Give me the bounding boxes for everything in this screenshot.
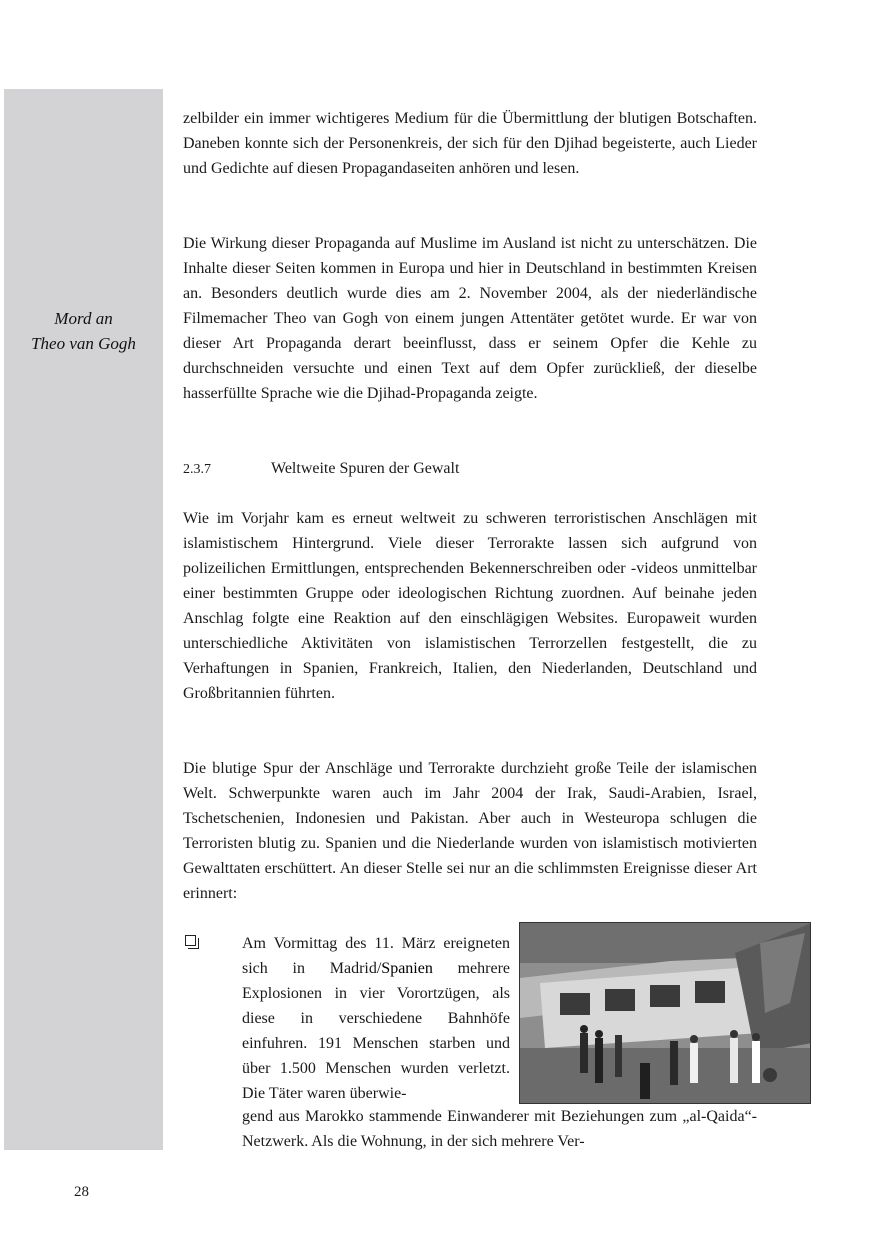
margin-sidebar (4, 89, 163, 1150)
paragraph-2-block (183, 231, 757, 406)
paragraph-3-block (183, 506, 757, 706)
section-title: Weltweite Spuren der Gewalt (271, 460, 460, 477)
paragraph-4: Die blutige Spur der Anschläge und Terrorakte durchzieht große Teile der islamischen Welt. Schwerpunkte waren auch im Jahr 2004 der Irak, Saudi-Arabien, Israel, Tschetschenien, Indonesien und Pakistan. Aber auch in Westeuropa schlugen die Terroristen blutig zu. Spanien und die Niederlande wurden von islamistisch motivierten Gewalttaten erschüttert. An dieser Stelle sei nur an die schlimmsten Ereignisse dieser Art erinnert: (183, 760, 757, 902)
bullet-text-end: mehrere Explosionen in vier Vorortzügen, als diese in verschiedene Bahnhöfe einfuhren. 191 Menschen starben und über 1.500 Menschen wurden verletzt. Die Täter waren überwie- (242, 960, 511, 1102)
bullet-text (242, 931, 510, 1106)
bullet-text-continuation: gend aus Marokko stammende Einwanderer mit Beziehungen zum „al-Qaida“-Netzwerk. Als die Wohnung, in der sich mehrere Ver- (242, 1108, 757, 1150)
train-wreck-image (520, 923, 811, 1104)
section-number: 2.3.7 (183, 462, 211, 477)
spanien-link[interactable]: Spanien (381, 960, 433, 977)
paragraph-2: Die Wirkung dieser Propaganda auf Muslime im Ausland ist nicht zu unterschätzen. Die Inhalte dieser Seiten kommen in Europa und hier in Deutschland in bestimmten Kreisen an. Besonders deutlich wurde dies am 2. November 2004, als der niederländische Filmemacher Theo van Gogh von einem jungen Attentäter getötet wurde. Er war von dieser Art Propaganda derart beeinflusst, dass er seinem Opfer die Kehle zu durchschneiden versuchte und einen Text auf dem Opfer zurückließ, der dieselbe hasserfüllte Sprache wie die Djihad-Propaganda zeigte. (183, 235, 757, 402)
bullet-text-start: Am Vormittag des 11. März ereigneten sich in Madrid/ (242, 935, 510, 977)
section-heading (183, 456, 757, 482)
margin-note-line-2: Theo van Gogh (31, 334, 136, 353)
paragraph-1-block (183, 106, 757, 181)
margin-note (4, 306, 163, 356)
margin-note-line-1: Mord an (54, 309, 113, 328)
paragraph-1: zelbilder ein immer wichtigeres Medium für die Übermittlung der blutigen Botschaften. Daneben konnte sich der Personenkreis, der sich für den Djihad begeisterte, auch Lieder und Gedichte auf diesen Propagandaseiten anhören und lesen. (183, 110, 757, 177)
madrid-train-photo (519, 922, 811, 1104)
paragraph-4-block (183, 756, 757, 906)
checkbox-bullet-icon (185, 935, 196, 946)
paragraph-3: Wie im Vorjahr kam es erneut weltweit zu schweren terroristischen Anschlägen mit islamistischem Hintergrund. Viele dieser Terrorakte lassen sich aufgrund von polizeilichen Ermittlungen, entsprechenden Bekennerschreiben oder -videos unmittelbar einer bestimmten Gruppe oder ideologischen Richtung zuordnen. Auf beinahe jeden Anschlag folgte eine Reaktion auf den einschlägigen Websites. Europaweit wurden unterschiedliche Aktivitäten von islamistischen Terrorzellen festgestellt, die zu Verhaftungen in Spanien, Frankreich, Italien, den Niederlanden, Deutschland und Großbritannien führten. (183, 510, 757, 702)
page-number: 28 (74, 1184, 89, 1200)
